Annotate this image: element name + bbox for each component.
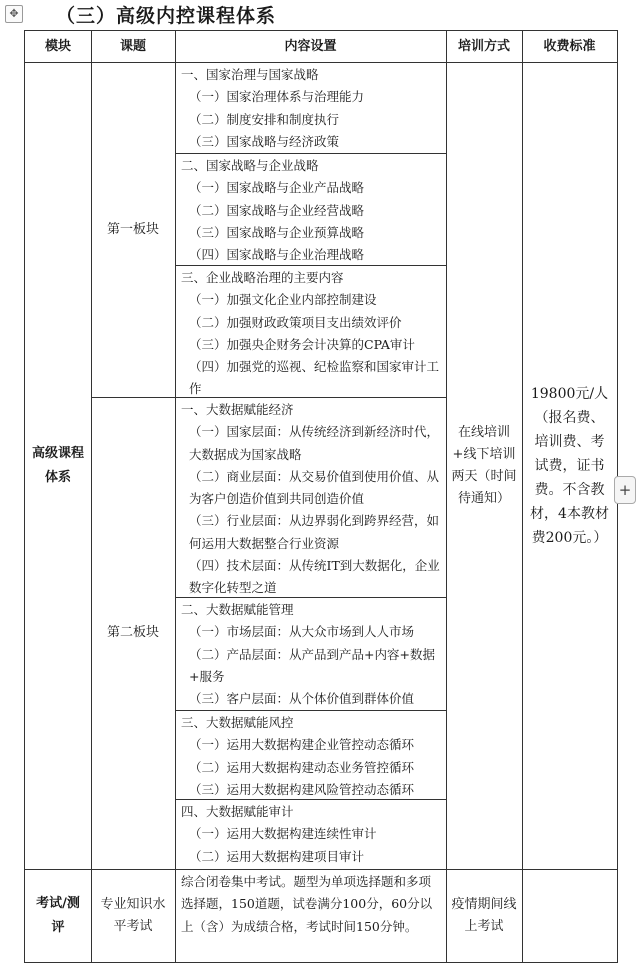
exam-description: 综合闭卷集中考试。题型为单项选择题和多项选择题，150道题，试卷满分100分，60分以上（含）为成绩合格，考试时间150分钟。 (181, 874, 433, 934)
section-heading: （三）高级内控课程体系 (56, 5, 277, 27)
section-title: 一、大数据赋能经济 (181, 402, 294, 417)
header-module: 模块 (44, 38, 71, 54)
section-item: （三）国家战略与经济政策 (189, 133, 340, 149)
section-item: （三）运用大数据构建风险管控动态循环 (189, 781, 415, 797)
content-section-1 (175, 63, 446, 153)
section-item: （三）国家战略与企业预算战略 (189, 224, 365, 240)
content-section-5 (175, 598, 446, 710)
col-divider (522, 31, 523, 962)
course-table (24, 30, 618, 963)
section-item: （三）行业层面：从边界弱化到跨界经营，如何运用大数据整合行业资源 (189, 513, 440, 551)
header-fee: 收费标准 (543, 38, 596, 54)
training-method: 在线培训+线下培训两天（时间待通知） (451, 424, 517, 506)
section-title: 四、大数据赋能审计 (181, 804, 294, 819)
section-title: 二、大数据赋能管理 (181, 602, 294, 617)
content-section-7 (175, 800, 446, 868)
header-topic: 课题 (119, 38, 146, 54)
content-section-2 (175, 154, 446, 266)
section-item: （三）客户层面：从个体价值到群体价值 (189, 691, 415, 707)
content-section-4 (175, 398, 446, 600)
topic-block-1: 第一板块 (106, 221, 159, 237)
content-section-3 (175, 266, 446, 401)
section-item: （一）加强文化企业内部控制建设 (189, 292, 377, 308)
section-item: （一）运用大数据构建连续性审计 (189, 826, 377, 842)
section-item: （一）国家治理体系与治理能力 (189, 89, 365, 105)
module-exam: 考试/测评 (36, 895, 80, 935)
section-title: 三、大数据赋能风控 (181, 715, 294, 730)
section-item: （一）国家战略与企业产品战略 (189, 180, 365, 196)
exam-content (175, 870, 446, 938)
section-item: （四）技术层面：从传统IT到大数据化，企业数字化转型之道 (189, 558, 440, 596)
section-item: （一）国家层面：从传统经济到新经济时代，大数据成为国家战略 (189, 424, 440, 462)
section-item: （二）运用大数据构建项目审计 (189, 848, 365, 864)
section-item: （一）运用大数据构建企业管控动态循环 (189, 737, 415, 753)
section-item: （二）制度安排和制度执行 (189, 111, 340, 127)
move-handle-icon[interactable]: ✥ (5, 5, 23, 23)
col-divider (446, 31, 447, 962)
topic-exam: 专业知识水平考试 (100, 896, 166, 934)
module-advanced: 高级课程体系 (31, 445, 84, 485)
section-item: （一）市场层面：从大众市场到人人市场 (189, 624, 415, 640)
expand-plus-button[interactable]: + (614, 476, 636, 504)
section-item: （二）加强财政政策项目支出绩效评价 (189, 314, 402, 330)
section-title: 二、国家战略与企业战略 (181, 158, 319, 173)
section-item: （二）商业层面：从交易价值到使用价值、从为客户创造价值到共同创造价值 (189, 468, 440, 507)
section-item: （二）产品层面：从产品到产品+内容+数据+服务 (189, 646, 435, 684)
section-item: （二）运用大数据构建动态业务管控循环 (189, 759, 415, 775)
topic-block-2: 第二板块 (106, 625, 159, 640)
section-item: （四）国家战略与企业治理战略 (189, 247, 365, 263)
header-method: 培训方式 (457, 38, 510, 54)
header-content: 内容设置 (284, 38, 337, 54)
section-item: （三）加强央企财务会计决算的CPA审计 (189, 336, 415, 352)
exam-method: 疫情期间线上考试 (451, 896, 517, 934)
section-item: （二）国家战略与企业经营战略 (189, 202, 365, 218)
section-title: 三、企业战略治理的主要内容 (181, 270, 344, 285)
section-item: （四）加强党的巡视、纪检监察和国家审计工作 (189, 359, 440, 397)
fee-standard: 19800元/人（报名费、培训费、考试费，证书费。不含教材，4本教材费200元。） (530, 385, 609, 546)
section-title: 一、国家治理与国家战略 (181, 67, 319, 82)
content-section-6 (175, 711, 446, 801)
